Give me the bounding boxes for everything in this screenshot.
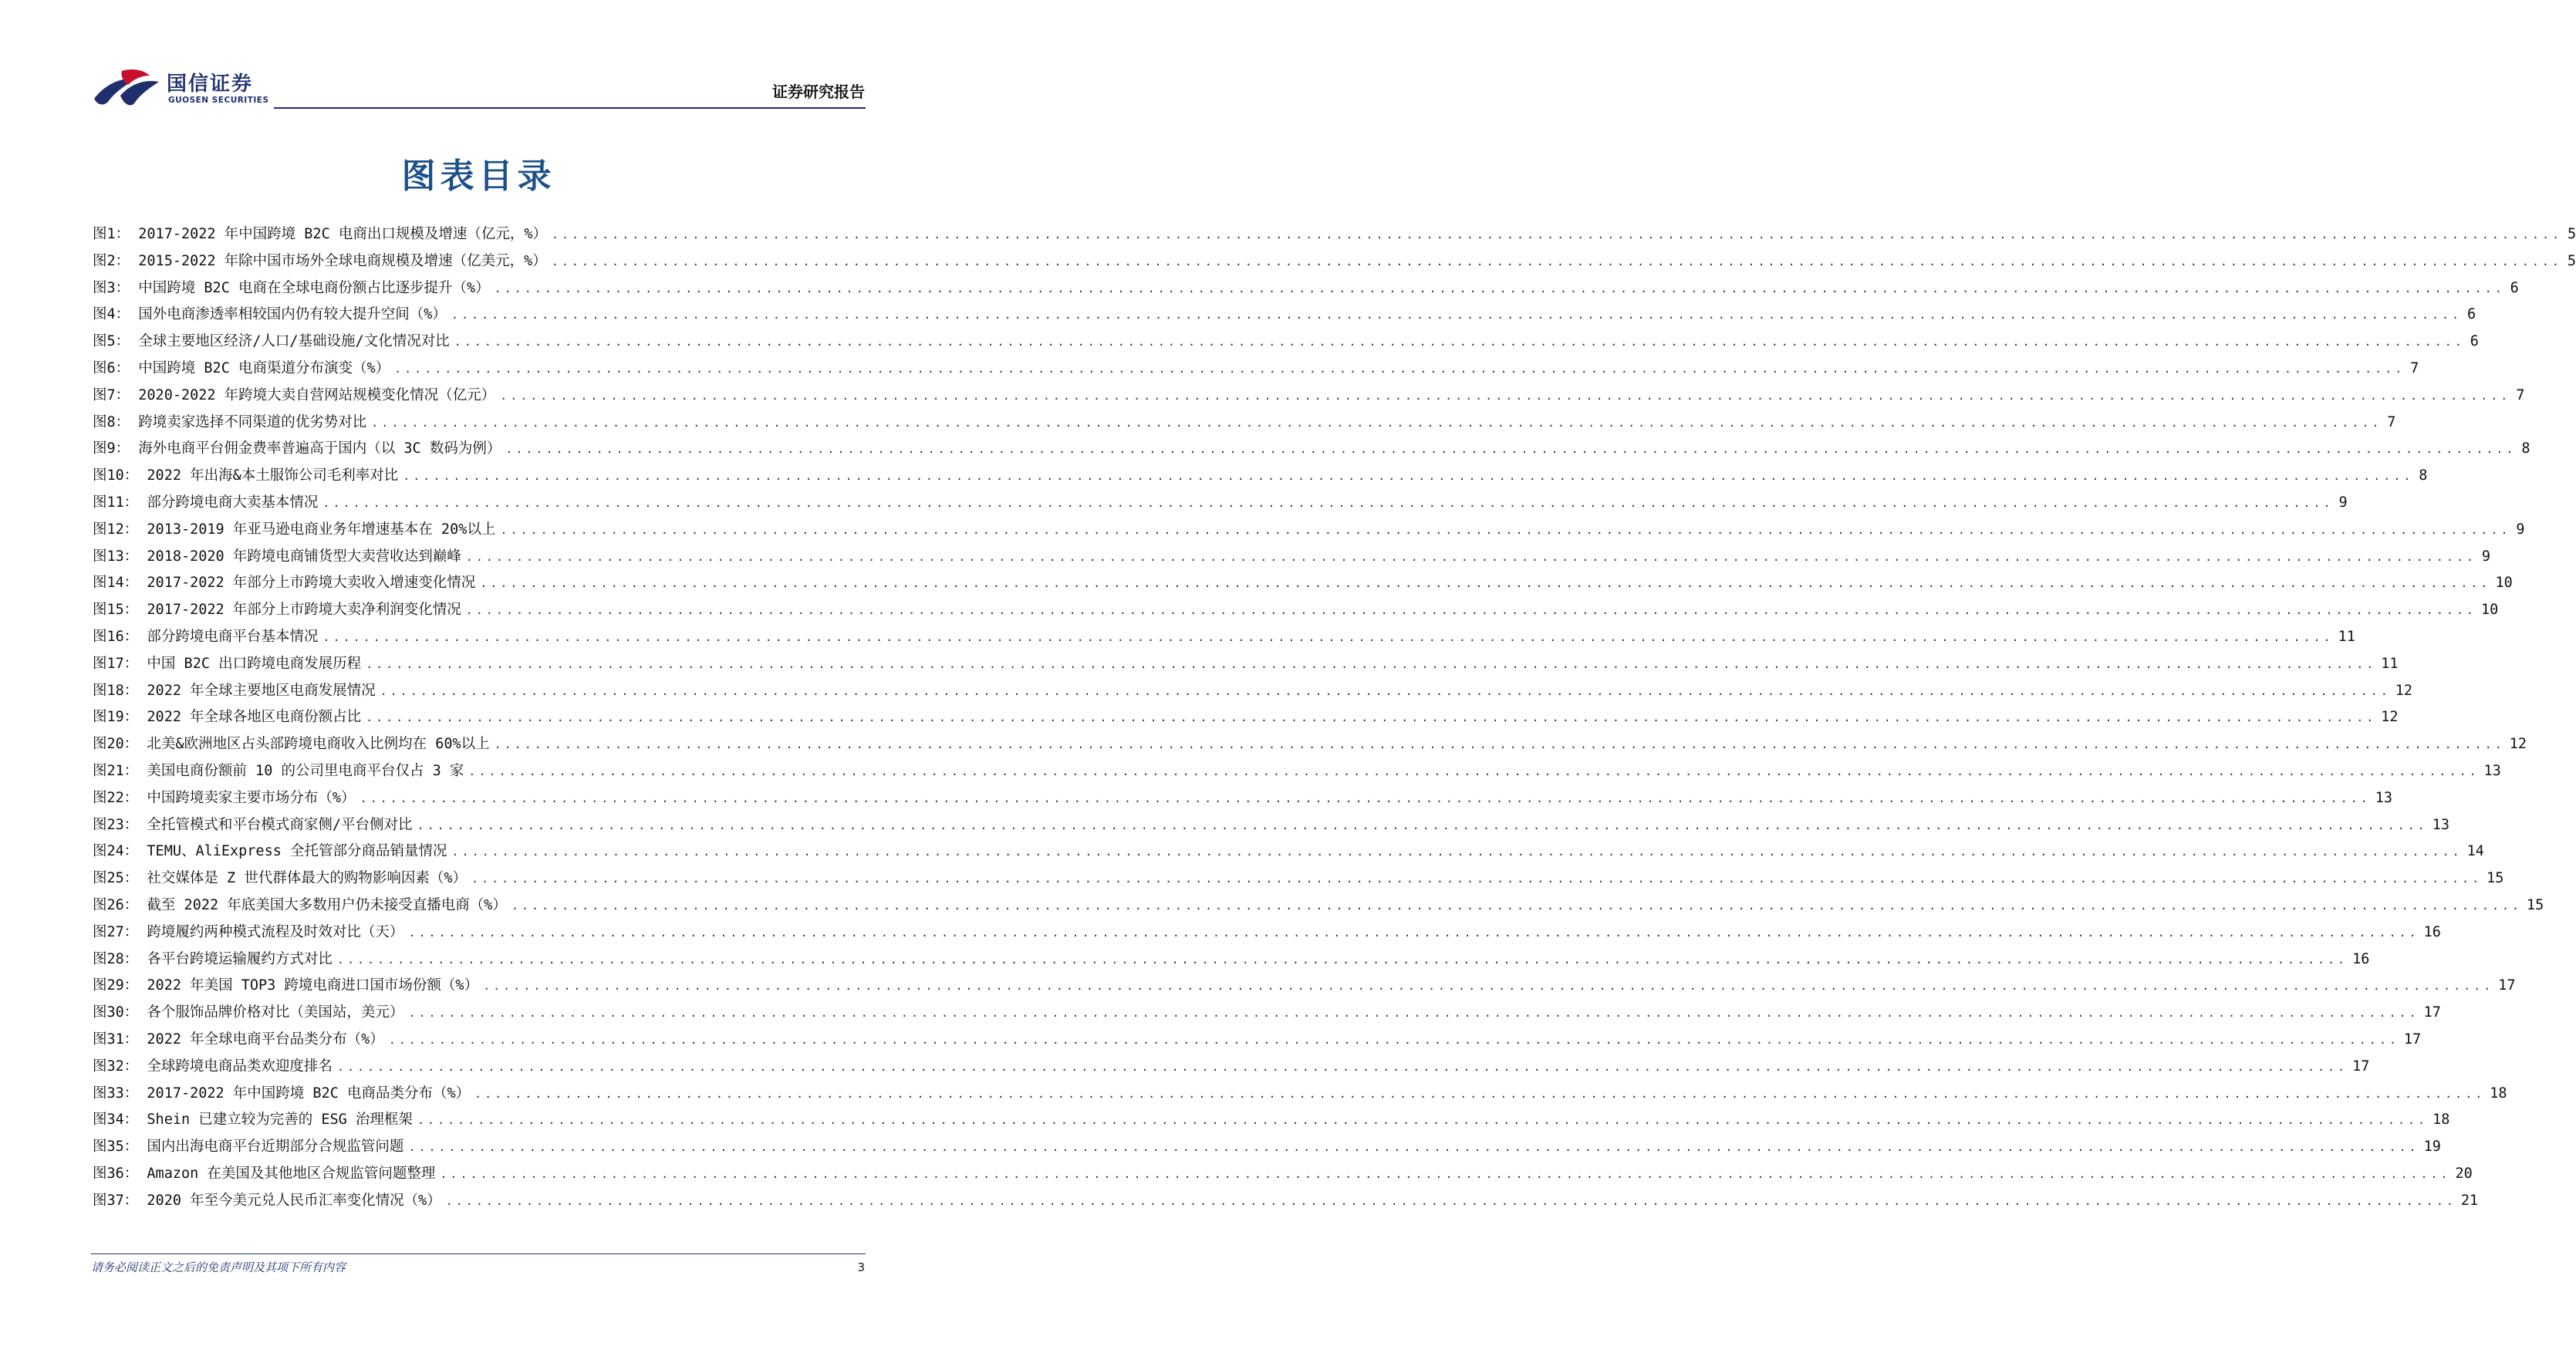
toc-entry[interactable] (93, 464, 2428, 491)
toc-entry-label: 图13： 2018-2020 年跨境电商铺货型大卖营收达到巅峰 (93, 548, 461, 565)
toc-entry-page: 10 (2495, 575, 2513, 592)
toc-leader-dots: ........................................................................................................................................................................................................ (388, 1032, 2399, 1047)
toc-entry[interactable] (93, 1055, 2370, 1082)
toc-entry[interactable] (93, 921, 2441, 948)
toc-entry-label: 图15： 2017-2022 年部分上市跨境大卖净利润变化情况 (93, 602, 461, 619)
toc-entry[interactable] (93, 437, 2530, 464)
toc-entry-label: 图19： 2022 年全球各地区电商份额占比 (93, 709, 362, 726)
toc-entry[interactable] (93, 384, 2525, 411)
toc-leader-dots: ........................................................................................................................................................................................................ (551, 254, 2562, 268)
toc-entry-label: 图21： 美国电商份额前 10 的公司里电商平台仅占 3 家 (93, 762, 464, 779)
toc-entry[interactable] (93, 680, 2413, 707)
footer-divider (91, 1253, 866, 1254)
page-title: 图表目录 (401, 157, 556, 196)
toc-entry-label: 图2： 2015-2022 年除中国市场外全球电商规模及增速（亿美元，%） (93, 252, 547, 269)
toc-entry[interactable] (93, 599, 2499, 626)
toc-leader-dots: ........................................................................................................................................................................................................ (440, 1166, 2451, 1181)
toc-leader-dots: ........................................................................................................................................................................................................ (468, 764, 2480, 778)
toc-entry[interactable] (93, 572, 2513, 599)
toc-entry-label: 图17： 中国 B2C 出口跨境电商发展历程 (93, 655, 362, 672)
toc-entry-page: 7 (2516, 386, 2525, 403)
toc-entry-label: 图12： 2013-2019 年亚马逊电商业务年增速基本在 20%以上 (93, 521, 496, 538)
toc-entry-label: 图8： 跨境卖家选择不同渠道的优劣势对比 (93, 413, 367, 430)
page-number: 3 (857, 1260, 865, 1274)
toc-entry-page: 9 (2516, 521, 2525, 538)
toc-leader-dots: ........................................................................................................................................................................................................ (408, 925, 2419, 940)
toc-entry-label: 图31： 2022 年全球电商平台品类分布（%） (93, 1031, 384, 1048)
toc-entry-page: 10 (2480, 602, 2499, 619)
guosen-logo (93, 68, 269, 111)
toc-entry-page: 13 (2375, 789, 2392, 806)
toc-leader-dots: ........................................................................................................................................................................................................ (408, 1140, 2419, 1155)
toc-leader-dots: ........................................................................................................................................................................................................ (483, 979, 2494, 994)
toc-entry[interactable] (93, 491, 2348, 518)
toc-entry-page: 5 (2568, 226, 2576, 242)
toc-leader-dots: ........................................................................................................................................................................................................ (336, 1059, 2348, 1074)
toc-entry[interactable] (93, 733, 2527, 760)
toc-entry[interactable] (93, 840, 2484, 867)
toc-entry-page: 6 (2510, 279, 2519, 296)
toc-leader-dots: ........................................................................................................................................................................................................ (417, 818, 2428, 832)
toc-entry-page: 12 (2509, 736, 2527, 753)
toc-leader-dots: ........................................................................................................................................................................................................ (500, 522, 2511, 537)
toc-entry-page: 15 (2527, 896, 2544, 913)
report-type: 证券研究报告 (772, 83, 865, 101)
toc-entry-page: 8 (2419, 467, 2428, 484)
toc-entry-page: 11 (2381, 655, 2399, 672)
toc-entry-label: 图7： 2020-2022 年跨境大卖自营网站规模变化情况（亿元） (93, 386, 496, 403)
toc-entry[interactable] (93, 1082, 2507, 1109)
toc-entry-page: 12 (2381, 709, 2399, 726)
header-divider (274, 107, 866, 109)
toc-entry-page: 7 (2410, 359, 2419, 376)
toc-entry[interactable] (93, 706, 2399, 733)
toc-entry-page: 16 (2352, 950, 2370, 967)
toc-leader-dots: ........................................................................................................................................................................................................ (371, 415, 2382, 430)
toc-leader-dots: ........................................................................................................................................................................................................ (552, 228, 2563, 241)
toc-entry-page: 11 (2338, 628, 2355, 645)
toc-entry-label: 图11： 部分跨境电商大卖基本情况 (93, 494, 319, 511)
toc-entry[interactable] (93, 357, 2419, 384)
toc-entry-label: 图34： Shein 已建立较为完善的 ESG 治理框架 (93, 1112, 413, 1129)
toc-entry[interactable] (93, 948, 2370, 975)
toc-entry-page: 5 (2567, 252, 2576, 269)
toc-entry-page: 16 (2423, 923, 2441, 940)
toc-entry[interactable] (93, 626, 2355, 653)
toc-leader-dots: ........................................................................................................................................................................................................ (451, 308, 2463, 322)
toc-leader-dots: ........................................................................................................................................................................................................ (380, 683, 2391, 698)
toc-entry[interactable] (93, 1135, 2441, 1162)
toc-entry-page: 13 (2483, 762, 2501, 779)
toc-leader-dots: ........................................................................................................................................................................................................ (451, 845, 2463, 859)
toc-entry-page: 6 (2470, 333, 2479, 350)
logo-en-text: GUOSEN SECURITIES (168, 96, 269, 105)
guosen-logo-icon (93, 68, 162, 111)
toc-entry-page: 9 (2338, 494, 2348, 511)
disclaimer: 请务必阅读正文之后的免责声明及其项下所有内容 (91, 1260, 346, 1274)
toc-entry-page: 13 (2432, 816, 2449, 833)
toc-leader-dots: ........................................................................................................................................................................................................ (465, 549, 2476, 564)
table-of-figures (93, 223, 2576, 1216)
toc-entry-label: 图37： 2020 年至今美元兑人民币汇率变化情况（%） (93, 1192, 441, 1209)
toc-entry-label: 图9： 海外电商平台佣金费率普遍高于国内（以 3C 数码为例） (93, 440, 501, 457)
toc-entry[interactable] (93, 653, 2399, 680)
toc-leader-dots: ........................................................................................................................................................................................................ (403, 469, 2414, 484)
toc-entry-page: 20 (2455, 1165, 2473, 1182)
toc-entry-page: 18 (2433, 1112, 2450, 1129)
toc-entry-page: 18 (2490, 1085, 2507, 1102)
toc-entry-label: 图4： 国外电商渗透率相较国内仍有较大提升空间（%） (93, 306, 447, 323)
toc-entry-label: 图6： 中国跨境 B2C 电商渠道分布演变（%） (93, 359, 390, 376)
toc-entry[interactable] (93, 867, 2504, 894)
toc-entry-label: 图32： 全球跨境电商品类欢迎度排名 (93, 1058, 333, 1075)
toc-entry-label: 图35： 国内出海电商平台近期部分合规监管问题 (93, 1139, 404, 1156)
toc-leader-dots: ........................................................................................................................................................................................................ (471, 872, 2483, 886)
toc-entry-page: 8 (2521, 440, 2530, 457)
toc-leader-dots: ........................................................................................................................................................................................................ (408, 1006, 2419, 1021)
toc-entry[interactable] (93, 1001, 2441, 1028)
toc-entry-page: 17 (2498, 977, 2516, 994)
toc-entry[interactable] (93, 250, 2576, 277)
toc-entry[interactable] (93, 1162, 2473, 1189)
toc-entry[interactable] (93, 223, 2576, 250)
toc-entry-page: 9 (2481, 548, 2490, 565)
toc-leader-dots: ........................................................................................................................................................................................................ (417, 1113, 2429, 1128)
toc-leader-dots: ........................................................................................................................................................................................................ (494, 281, 2505, 295)
toc-entry-label: 图22： 中国跨境卖家主要市场分布（%） (93, 789, 356, 806)
toc-entry-label: 图5： 全球主要地区经济/人口/基础设施/文化情况对比 (93, 333, 450, 350)
toc-entry-label: 图10： 2022 年出海&本土服饰公司毛利率对比 (93, 467, 399, 484)
toc-entry-page: 15 (2487, 870, 2504, 887)
toc-leader-dots: ........................................................................................................................................................................................................ (366, 656, 2377, 671)
toc-entry[interactable] (93, 814, 2449, 841)
toc-entry-label: 图23： 全托管模式和平台模式商家侧/平台侧对比 (93, 816, 413, 833)
toc-leader-dots: ........................................................................................................................................................................................................ (366, 710, 2377, 725)
logo-cn-text: 国信证券 (167, 73, 254, 96)
toc-leader-dots: ........................................................................................................................................................................................................ (454, 335, 2465, 349)
toc-entry[interactable] (93, 1189, 2479, 1216)
toc-entry-label: 图18： 2022 年全球主要地区电商发展情况 (93, 682, 376, 699)
toc-entry[interactable] (93, 787, 2392, 814)
toc-entry-page: 17 (2423, 1004, 2441, 1021)
toc-entry-page: 7 (2387, 413, 2396, 430)
toc-leader-dots: ........................................................................................................................................................................................................ (474, 1086, 2486, 1101)
toc-entry-page: 19 (2423, 1139, 2441, 1156)
toc-entry-label: 图26： 截至 2022 年底美国大多数用户仍未接受直播电商（%） (93, 896, 507, 913)
toc-entry[interactable] (93, 411, 2396, 438)
toc-entry-label: 图24： TEMU、AliExpress 全托管部分商品销量情况 (93, 843, 447, 860)
toc-entry[interactable] (93, 760, 2501, 787)
toc-entry[interactable] (93, 277, 2519, 304)
toc-leader-dots: ........................................................................................................................................................................................................ (445, 1193, 2456, 1208)
toc-entry[interactable] (93, 518, 2525, 545)
toc-entry-label: 图16： 部分跨境电商平台基本情况 (93, 628, 319, 645)
toc-entry-label: 图3： 中国跨境 B2C 电商在全球电商份额占比逐步提升（%） (93, 279, 490, 296)
toc-leader-dots: ........................................................................................................................................................................................................ (394, 361, 2406, 376)
toc-entry[interactable] (93, 303, 2476, 330)
toc-entry-label: 图14： 2017-2022 年部分上市跨境大卖收入增速变化情况 (93, 575, 476, 592)
toc-entry-label: 图30： 各个服饰品牌价格对比（美国站，美元） (93, 1004, 404, 1021)
toc-entry[interactable] (93, 894, 2544, 921)
toc-leader-dots: ........................................................................................................................................................................................................ (336, 952, 2348, 967)
toc-entry-label: 图29： 2022 年美国 TOP3 跨境电商进口国市场份额（%） (93, 977, 479, 994)
toc-entry-label: 图28： 各平台跨境运输履约方式对比 (93, 950, 333, 967)
toc-entry-page: 17 (2403, 1031, 2422, 1048)
toc-entry-label: 图27： 跨境履约两种模式流程及时效对比（天） (93, 923, 404, 940)
toc-entry[interactable] (93, 330, 2479, 357)
toc-entry-label: 图20： 北美&欧洲地区占头部跨境电商收入比例均在 60%以上 (93, 736, 490, 753)
toc-entry[interactable] (93, 545, 2490, 572)
toc-leader-dots: ........................................................................................................................................................................................................ (500, 388, 2511, 403)
toc-entry[interactable] (93, 1028, 2422, 1055)
toc-entry-label: 图36： Amazon 在美国及其他地区合规监管问题整理 (93, 1165, 436, 1182)
toc-leader-dots: ........................................................................................................................................................................................................ (465, 603, 2476, 618)
toc-entry-page: 12 (2395, 682, 2413, 699)
toc-leader-dots: ........................................................................................................................................................................................................ (322, 629, 2334, 644)
toc-entry-label: 图33： 2017-2022 年中国跨境 B2C 电商品类分布（%） (93, 1085, 471, 1102)
toc-leader-dots: ........................................................................................................................................................................................................ (360, 791, 2371, 805)
toc-leader-dots: ........................................................................................................................................................................................................ (505, 442, 2517, 457)
toc-entry-label: 图25： 社交媒体是 Z 世代群体最大的购物影响因素（%） (93, 870, 467, 887)
toc-leader-dots: ........................................................................................................................................................................................................ (322, 495, 2334, 510)
toc-entry-page: 17 (2352, 1058, 2370, 1075)
toc-leader-dots: ........................................................................................................................................................................................................ (494, 737, 2505, 752)
toc-entry-page: 6 (2466, 306, 2476, 323)
toc-leader-dots: ........................................................................................................................................................................................................ (511, 898, 2523, 913)
toc-entry-page: 14 (2466, 843, 2484, 860)
toc-leader-dots: ........................................................................................................................................................................................................ (480, 576, 2491, 591)
toc-entry-label: 图1： 2017-2022 年中国跨境 B2C 电商出口规模及增速（亿元，%） (93, 226, 547, 242)
toc-entry[interactable] (93, 1108, 2450, 1135)
toc-entry-page: 21 (2460, 1192, 2479, 1209)
toc-entry[interactable] (93, 974, 2516, 1001)
